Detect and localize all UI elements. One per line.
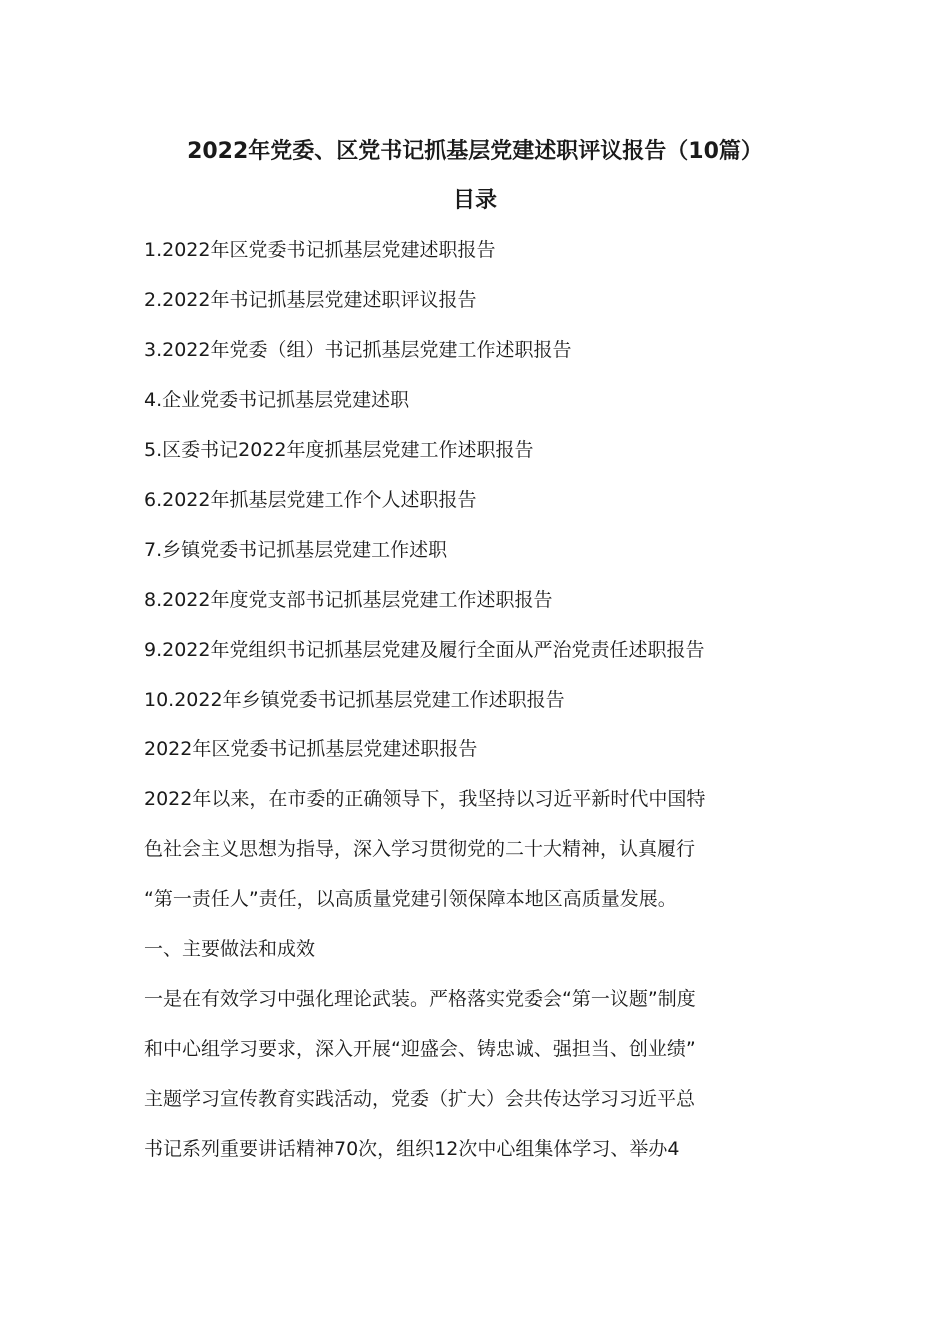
toc-item: 1.2022年区党委书记抓基层党建述职报告 [144, 239, 496, 261]
toc-heading: 目录 [452, 188, 497, 213]
document-body [144, 729, 814, 1179]
toc-item: 9.2022年党组织书记抓基层党建及履行全面从严治党责任述职报告 [144, 639, 705, 661]
body-text-line: 主题学习宣传教育实践活动，党委（扩大）会共传达学习习近平总 [144, 1088, 696, 1110]
toc-item: 4.企业党委书记抓基层党建述职 [144, 389, 410, 411]
body-text-line: 一是在有效学习中强化理论武装。严格落实党委会“第一议题”制度 [144, 988, 696, 1010]
toc-item: 2.2022年书记抓基层党建述职评议报告 [144, 289, 477, 311]
body-text-line: 书记系列重要讲话精神70次，组织12次中心组集体学习、举办4 [144, 1138, 680, 1160]
body-text-line: 色社会主义思想为指导，深入学习贯彻党的二十大精神，认真履行 [144, 838, 696, 860]
table-of-contents [144, 230, 704, 730]
section-title: 2022年区党委书记抓基层党建述职报告 [144, 738, 478, 760]
toc-item: 7.乡镇党委书记抓基层党建工作述职 [144, 539, 448, 561]
body-text-line: “第一责任人”责任，以高质量党建引领保障本地区高质量发展。 [144, 888, 677, 910]
toc-item: 8.2022年度党支部书记抓基层党建工作述职报告 [144, 589, 553, 611]
toc-item: 3.2022年党委（组）书记抓基层党建工作述职报告 [144, 339, 572, 361]
toc-item: 10.2022年乡镇党委书记抓基层党建工作述职报告 [144, 689, 565, 711]
section-heading: 一、主要做法和成效 [144, 938, 316, 960]
body-text-line: 2022年以来，在市委的正确领导下，我坚持以习近平新时代中国特 [144, 788, 706, 810]
body-text-line: 和中心组学习要求，深入开展“迎盛会、铸忠诚、强担当、创业绩” [144, 1038, 696, 1060]
document-title: 2022年党委、区党书记抓基层党建述职评议报告（10篇） [187, 139, 763, 164]
toc-item: 6.2022年抓基层党建工作个人述职报告 [144, 489, 477, 511]
toc-item: 5.区委书记2022年度抓基层党建工作述职报告 [144, 439, 534, 461]
